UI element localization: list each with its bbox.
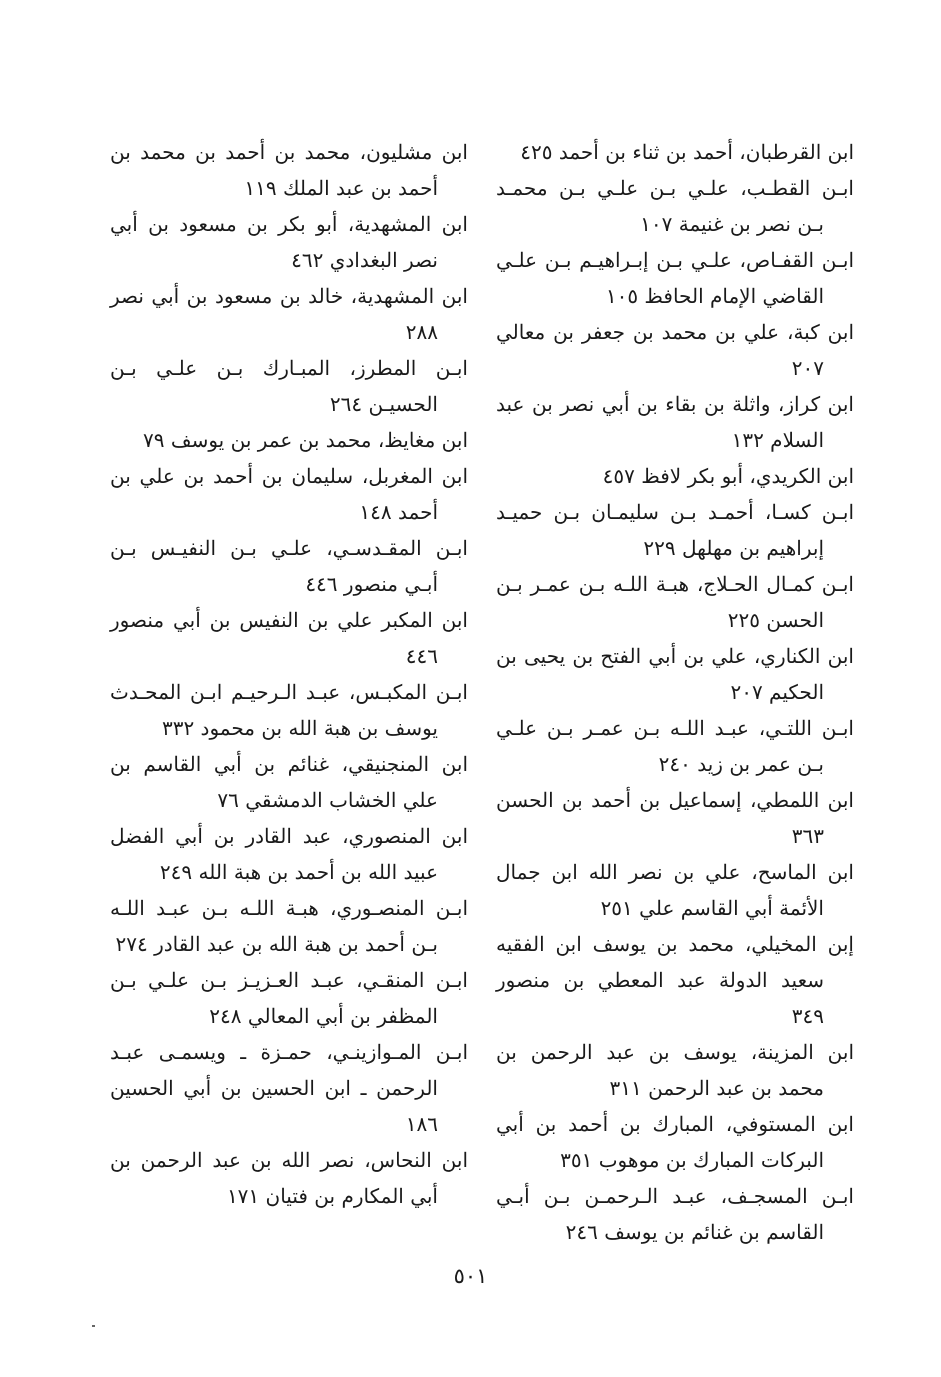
index-entry: ابن المكبر علي بن النفيس بن أبي منصور ٤٤٦ <box>110 608 468 668</box>
index-entry: ابـن كسـا، أحمـد بـن سليمـان بـن حميـد إبراهيم بن مهلهل ٢٢٩ <box>496 500 854 560</box>
index-entry: ابن القرطبان، أحمد بن ثناء بن أحمد ٤٢٥ <box>520 140 854 164</box>
index-entry: ابـن المطرز، المبـارك بـن علـي بـن الحسيـن ٢٦٤ <box>110 356 468 416</box>
index-entry: ابن المغربل، سليمان بن أحمد بن علي بن أحمد ١٤٨ <box>110 464 468 524</box>
left-column <box>110 134 468 1214</box>
index-entry: ابـن اللتـي، عبـد اللـه بـن عمـر بـن علـي بـن عمر بن زيد ٢٤٠ <box>496 716 854 776</box>
index-entry: ابـن المكبـس، عبـد الـرحيـم ابـن المحـدث يوسف بن هبة الله بن محمود ٣٣٢ <box>110 680 468 740</box>
index-entry: ابـن المـوازينـي، حمـزة ـ ويسمـى عبـد الرحمن ـ ابن الحسين بن أبي الحسين ١٨٦ <box>110 1040 468 1136</box>
index-entry: ابـن المقـدسـي، علـي بـن النفيـس بـن أبـي منصور ٤٤٦ <box>110 536 468 596</box>
scan-speck <box>92 1325 95 1327</box>
index-entry: ابن الماسح، علي بن نصر الله ابن جمال الأئمة أبي القاسم علي ٢٥١ <box>496 860 854 920</box>
index-entry: ابن المشهدية، خالد بن مسعود بن أبي نصر ٢٨٨ <box>110 284 468 344</box>
index-entry: ابن كبة، علي بن محمد بن جعفر بن معالي ٢٠٧ <box>496 320 854 380</box>
index-entry: ابن اللمطي، إسماعيل بن أحمد بن الحسن ٣٦٣ <box>496 788 854 848</box>
index-entry: ابن مشليون، محمد بن أحمد بن محمد بن أحمد بن عبد الملك ١١٩ <box>110 140 468 200</box>
index-entry: ابـن المسجـف، عبـد الـرحمـن بـن أبـي القاسم بن غنائم بن يوسف ٢٤٦ <box>496 1184 854 1244</box>
index-page <box>110 134 854 1244</box>
index-entry: ابن كراز، واثلة بن بقاء بن أبي نصر بن عبد السلام ١٣٢ <box>496 392 854 452</box>
index-entry: ابن الكناري، علي بن أبي الفتح بن يحيى بن الحكيم ٢٠٧ <box>496 644 854 704</box>
index-entry: ابن النحاس، نصر الله بن عبد الرحمن بن أبي المكارم بن فتيان ١٧١ <box>110 1148 468 1208</box>
index-entry: ابـن المنقـي، عبـد العـزيـز بـن علـي بـن المظفر بن أبي المعالي ٢٤٨ <box>110 968 468 1028</box>
index-entry: ابن الكريدي، أبو بكر لافظ ٤٥٧ <box>602 464 854 488</box>
index-entry: ابـن كمـال الحـلاج، هبـة اللـه بـن عمـر بـن الحسن ٢٢٥ <box>496 572 854 632</box>
index-entry: ابـن القطـب، علـي بـن علـي بـن محمـد بـن نصر بن غنيمة ١٠٧ <box>496 176 854 236</box>
index-entry: ابن المستوفي، المبارك بن أحمد بن أبي البركات المبارك بن موهوب ٣٥١ <box>496 1112 854 1172</box>
page-number: ٥٠١ <box>453 1264 488 1288</box>
index-entry: ابـن القفـاص، علـي بـن إبـراهيـم بـن علـي القاضي الإمام الحافظ ١٠٥ <box>496 248 854 308</box>
index-entry: ابن المنجنيقي، غنائم بن أبي القاسم بن علي الخشاب الدمشقي ٧٦ <box>110 752 468 812</box>
index-entry: ابن المزينة، يوسف بن عبد الرحمن بن محمد بن عبد الرحمن ٣١١ <box>496 1040 854 1100</box>
index-entry: ابن المنصوري، عبد القادر بن أبي الفضل عبيد الله بن أحمد بن هبة الله ٢٤٩ <box>110 824 468 884</box>
index-entry: إبن المخيلي، محمد بن يوسف ابن الفقيه سعيد الدولة عبد المعطي بن منصور ٣٤٩ <box>496 932 854 1028</box>
right-column <box>496 134 854 1244</box>
index-entry: ابن مغايظ، محمد بن عمر بن يوسف ٧٩ <box>143 428 468 452</box>
index-entry: ابـن المنصـوري، هبـة اللـه بـن عبـد اللـه بـن أحمد بن هبة الله بن عبد القادر ٢٧٤ <box>110 896 468 956</box>
index-entry: ابن المشهدية، أبو بكر بن مسعود بن أبي نصر البغدادي ٤٦٢ <box>110 212 468 272</box>
